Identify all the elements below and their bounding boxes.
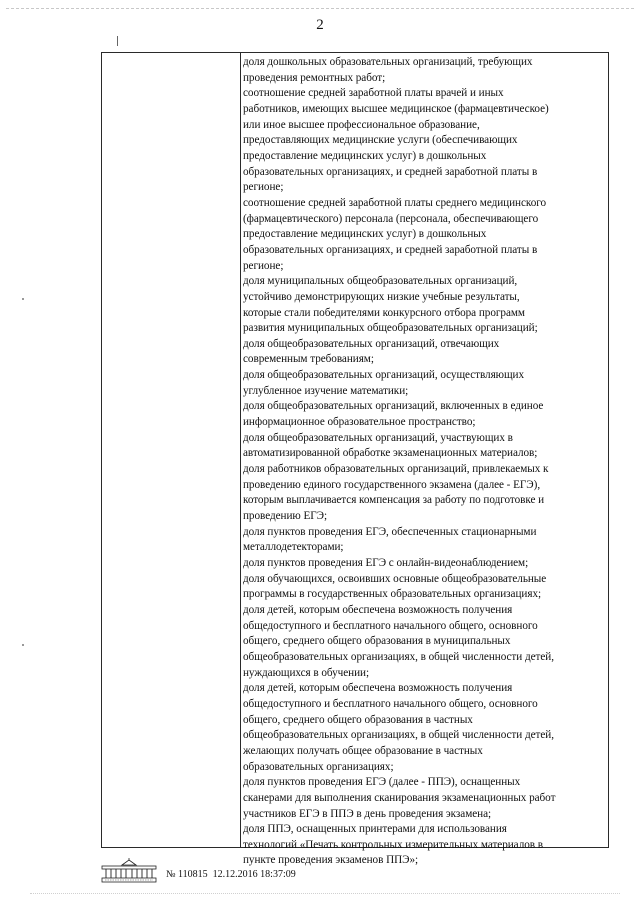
list-item-line: сканерами для выполнения сканирования экзаменационных работ [243, 791, 556, 804]
registration-info [166, 869, 296, 881]
scan-edge-top [6, 8, 634, 9]
list-item-line: доля пунктов проведения ЕГЭ с онлайн-видеонаблюдением; [243, 557, 529, 569]
document-footer [100, 858, 420, 886]
list-item-line: регионе; [243, 259, 284, 272]
list-item-line: углубленное изучение математики; [243, 384, 409, 397]
margin-dot [22, 298, 24, 300]
list-item-line: желающих получать общее образование в частных [243, 744, 483, 757]
document-datetime: 12.12.2016 18:37:09 [212, 869, 296, 880]
list-item-line: доля муниципальных общеобразовательных организаций, [243, 275, 518, 288]
list-item-line: предоставление медицинских услуг) в дошкольных [243, 149, 487, 162]
list-item-line: технологий «Печать контрольных измерительных материалов в [243, 838, 543, 851]
list-item-line: общеобразовательных организациях, в общей численности детей, [243, 650, 554, 663]
list-item-line: проведению ЕГЭ; [243, 510, 328, 523]
list-item-line: доля детей, которым обеспечена возможность получения [243, 682, 513, 695]
list-item-line: регионе; [243, 181, 284, 194]
list-item-line: доля детей, которым обеспечена возможность получения [243, 603, 513, 616]
list-item-line: устойчиво демонстрирующих низкие учебные результаты, [243, 290, 520, 303]
document-table [101, 52, 609, 867]
list-item-line: общего, среднего общего образования в муниципальных [243, 635, 511, 648]
list-item-line: доля общеобразовательных организаций, участвующих в [243, 431, 513, 444]
scan-edge-bottom [30, 893, 620, 894]
list-item-line: информационное образовательное пространство; [243, 416, 476, 429]
list-item-line: доля общеобразовательных организаций, включенных в единое [243, 400, 544, 413]
list-item-line: нуждающихся в обучении; [243, 666, 370, 679]
margin-dot [22, 644, 24, 646]
list-item-line: которые стали победителями конкурсного отбора программ [243, 306, 525, 319]
building-stamp-icon [100, 858, 158, 884]
list-item-line: доля дошкольных образовательных организаций, требующих [243, 56, 533, 68]
list-item-line: доля работников образовательных организаций, привлекаемых к [243, 463, 549, 476]
list-item-line: соотношение средней заработной платы врачей и иных [243, 87, 504, 100]
list-item-line: общедоступного и бесплатного начального общего, основного [243, 697, 538, 710]
list-item-line: общеобразовательных организациях, в общей численности детей, [243, 729, 554, 742]
list-item-line: автоматизированной обработке экзаменационных материалов; [243, 447, 538, 460]
list-item-line: образовательных организациях; [243, 760, 394, 773]
list-item-line: предоставление медицинских услуг) в дошкольных [243, 228, 487, 241]
list-item-line: доля общеобразовательных организаций, осуществляющих [243, 369, 525, 382]
list-item-line: которым выплачивается компенсация за работу по подготовке и [243, 494, 545, 507]
list-item-line: общедоступного и бесплатного начального общего, основного [243, 619, 538, 632]
list-item-line: работников, имеющих высшее медицинское (фармацевтическое) [243, 102, 549, 115]
list-item-line: проведения ремонтных работ; [243, 71, 386, 84]
list-item-line: доля ППЭ, оснащенных принтерами для использования [243, 823, 507, 836]
list-item-line: или иное высшее профессиональное образование, [243, 118, 480, 131]
list-item-line: образовательных организациях, и средней заработной платы в [243, 165, 538, 178]
list-item-line: общего, среднего общего образования в частных [243, 713, 473, 726]
table-column-divider [240, 53, 241, 847]
list-item-line: программы в государственных образовательных организациях; [243, 588, 542, 601]
list-item-line: предоставляющих медицинские услуги (обеспечивающих [243, 134, 518, 147]
list-item-line: (фармацевтического) персонала (персонала, обеспечивающего [243, 212, 539, 225]
page-number: 2 [316, 17, 324, 33]
list-item-line: доля общеобразовательных организаций, отвечающих [243, 337, 500, 350]
margin-mark [117, 36, 118, 46]
list-item-line: проведению единого государственного экзамена (далее - ЕГЭ), [243, 478, 541, 491]
list-item-line: доля пунктов проведения ЕГЭ (далее - ППЭ), оснащенных [243, 776, 521, 789]
indicators-list-cell [243, 55, 605, 869]
list-item-line: современным требованиям; [243, 353, 374, 366]
list-item-line: металлодетекторами; [243, 541, 344, 554]
list-item-line: соотношение средней заработной платы среднего медицинского [243, 196, 547, 209]
list-item-line: доля пунктов проведения ЕГЭ, обеспеченных стационарными [243, 525, 537, 538]
list-item-line: пункте проведения экзаменов ППЭ»; [243, 854, 419, 867]
list-item-line: доля обучающихся, освоивших основные общеобразовательные [243, 572, 547, 585]
list-item-line: образовательных организациях, и средней заработной платы в [243, 243, 538, 256]
list-item-line: участников ЕГЭ в ППЭ в день проведения экзамена; [243, 807, 492, 820]
document-number: № 110815 [166, 869, 208, 880]
list-item-line: развития муниципальных общеобразовательных организаций; [243, 322, 538, 335]
